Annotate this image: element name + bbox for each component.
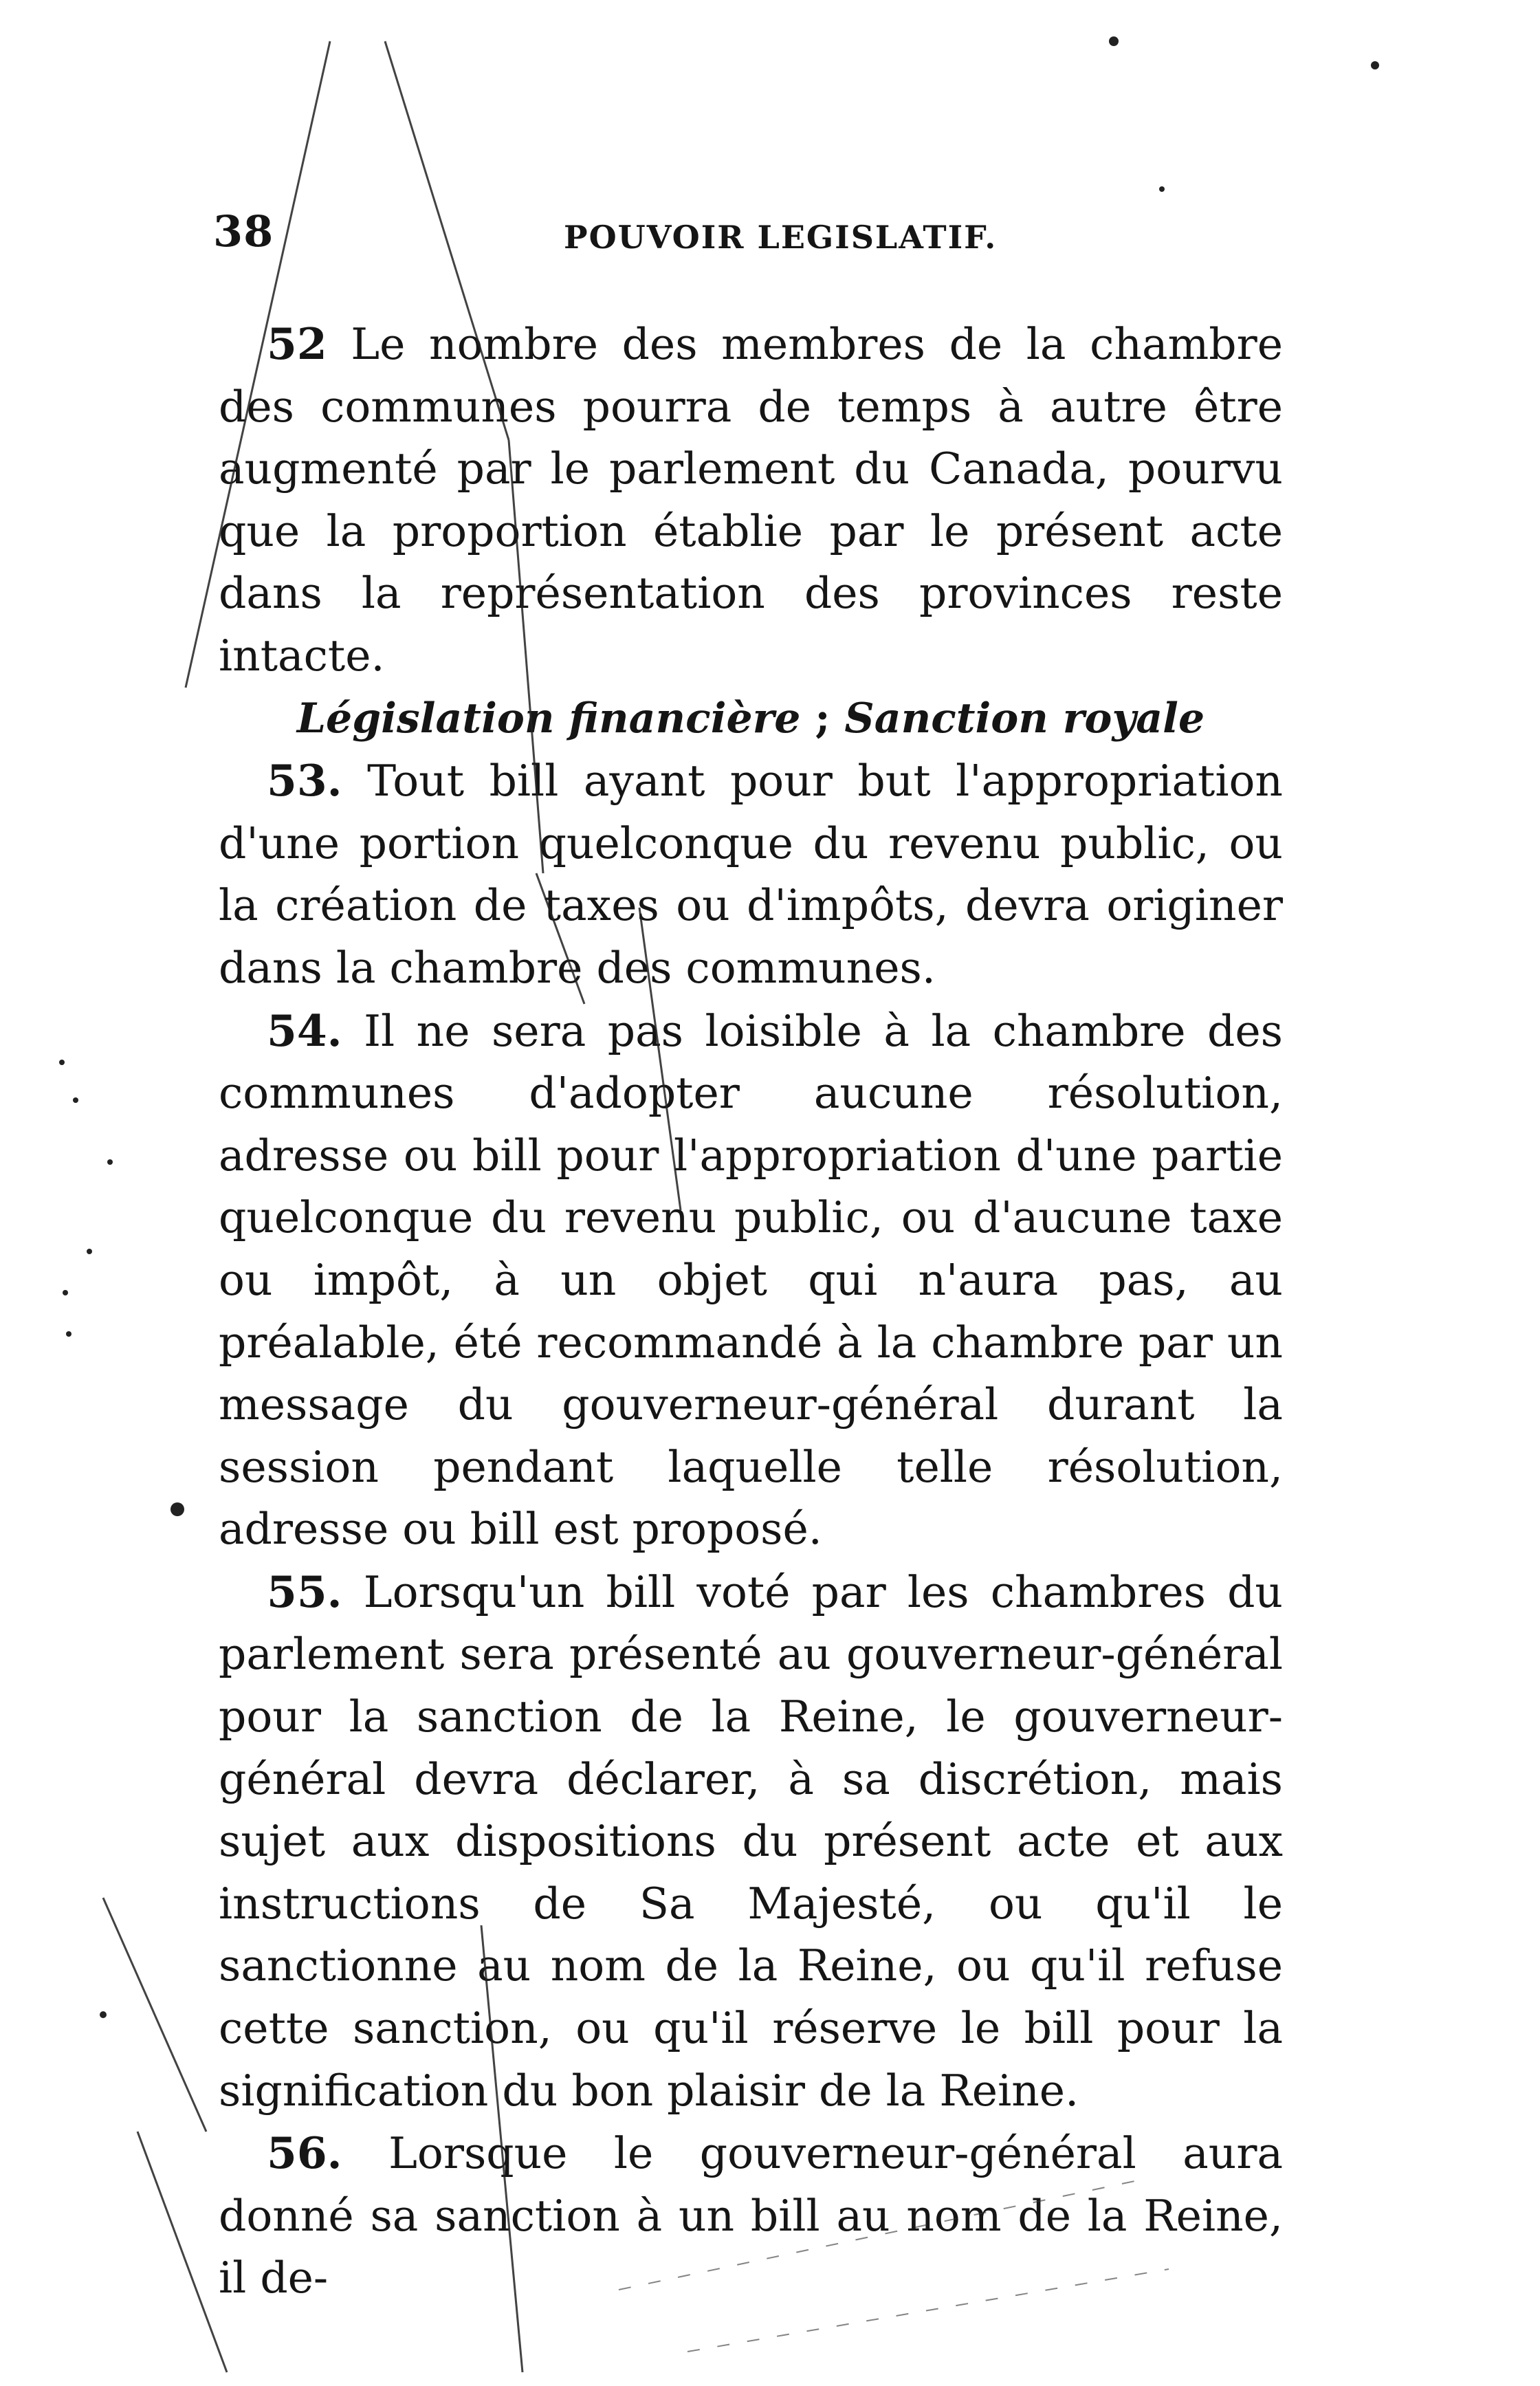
section-56 [219, 2122, 1283, 2310]
section-number: 54. [267, 1005, 342, 1056]
body-text [219, 313, 1283, 2310]
speck [66, 1331, 72, 1337]
page-header [213, 206, 1286, 268]
section-text: Il ne sera pas loisible à la chambre des communes d'adopter aucune résolution, adresse ou bill pour l'appropriation d'une partie quelconque du revenu public, ou d'aucune taxe ou impôt, à un objet qui n'aura pas, au préalable, été recommandé à la chambre par un message du gouverneur-général durant la session pendant laquelle telle résolution, adresse ou bill est proposé. [219, 1005, 1283, 1555]
section-text: Tout bill ayant pour but l'appropriation d'une portion quelconque du revenu public, ou la création de taxes ou d'impôts, devra originer dans la chambre des communes. [219, 756, 1284, 993]
subheading-left: Législation financière [296, 694, 801, 743]
section-number: 53. [267, 755, 342, 807]
speck [100, 2011, 107, 2018]
section-number: 52 [267, 318, 327, 369]
subheading-separator: ; [815, 694, 830, 743]
speck [107, 1159, 113, 1165]
speck [87, 1249, 92, 1254]
speck [1371, 61, 1379, 69]
section-number: 56. [267, 2127, 342, 2179]
speck [1109, 36, 1119, 46]
section-text: Lorsqu'un bill voté par les chambres du parlement sera présenté au gouverneur-général pour la sanction de la Reine, le gouverneur-général devra déclarer, à sa discrétion, mais sujet aux dispositions du présent acte et aux instructions de Sa Majesté, ou qu'il le sanctionne au nom de la Reine, ou qu'il refuse cette sanction, ou qu'il réserve le bill pour la signification du bon plaisir de la Reine. [219, 1566, 1283, 2116]
scan-line [138, 2132, 227, 2372]
section-55 [219, 1561, 1283, 2122]
speck [1159, 186, 1165, 192]
section-text: Le nombre des membres de la chambre des communes pourra de temps à autre être augmenté par le parlement du Canada, pourvu que la proportion établie par le présent acte dans la représentation des provinces reste intacte. [219, 319, 1283, 681]
speck [170, 1502, 184, 1516]
page-number: 38 [213, 206, 274, 256]
subheading [219, 688, 1283, 750]
section-53 [219, 749, 1283, 999]
section-number: 55. [267, 1566, 342, 1617]
speck [59, 1060, 65, 1065]
subheading-right: Sanction royale [844, 694, 1205, 743]
section-52 [219, 313, 1283, 688]
scan-line [103, 1898, 206, 2132]
section-text: Lorsque le gouverneur-général aura donné sa sanction à un bill au nom de la Reine, il de- [219, 2128, 1283, 2303]
running-head: POUVOIR LEGISLATIF. [564, 219, 998, 256]
speck [63, 1290, 68, 1295]
speck [73, 1097, 78, 1103]
section-54 [219, 1000, 1283, 1561]
